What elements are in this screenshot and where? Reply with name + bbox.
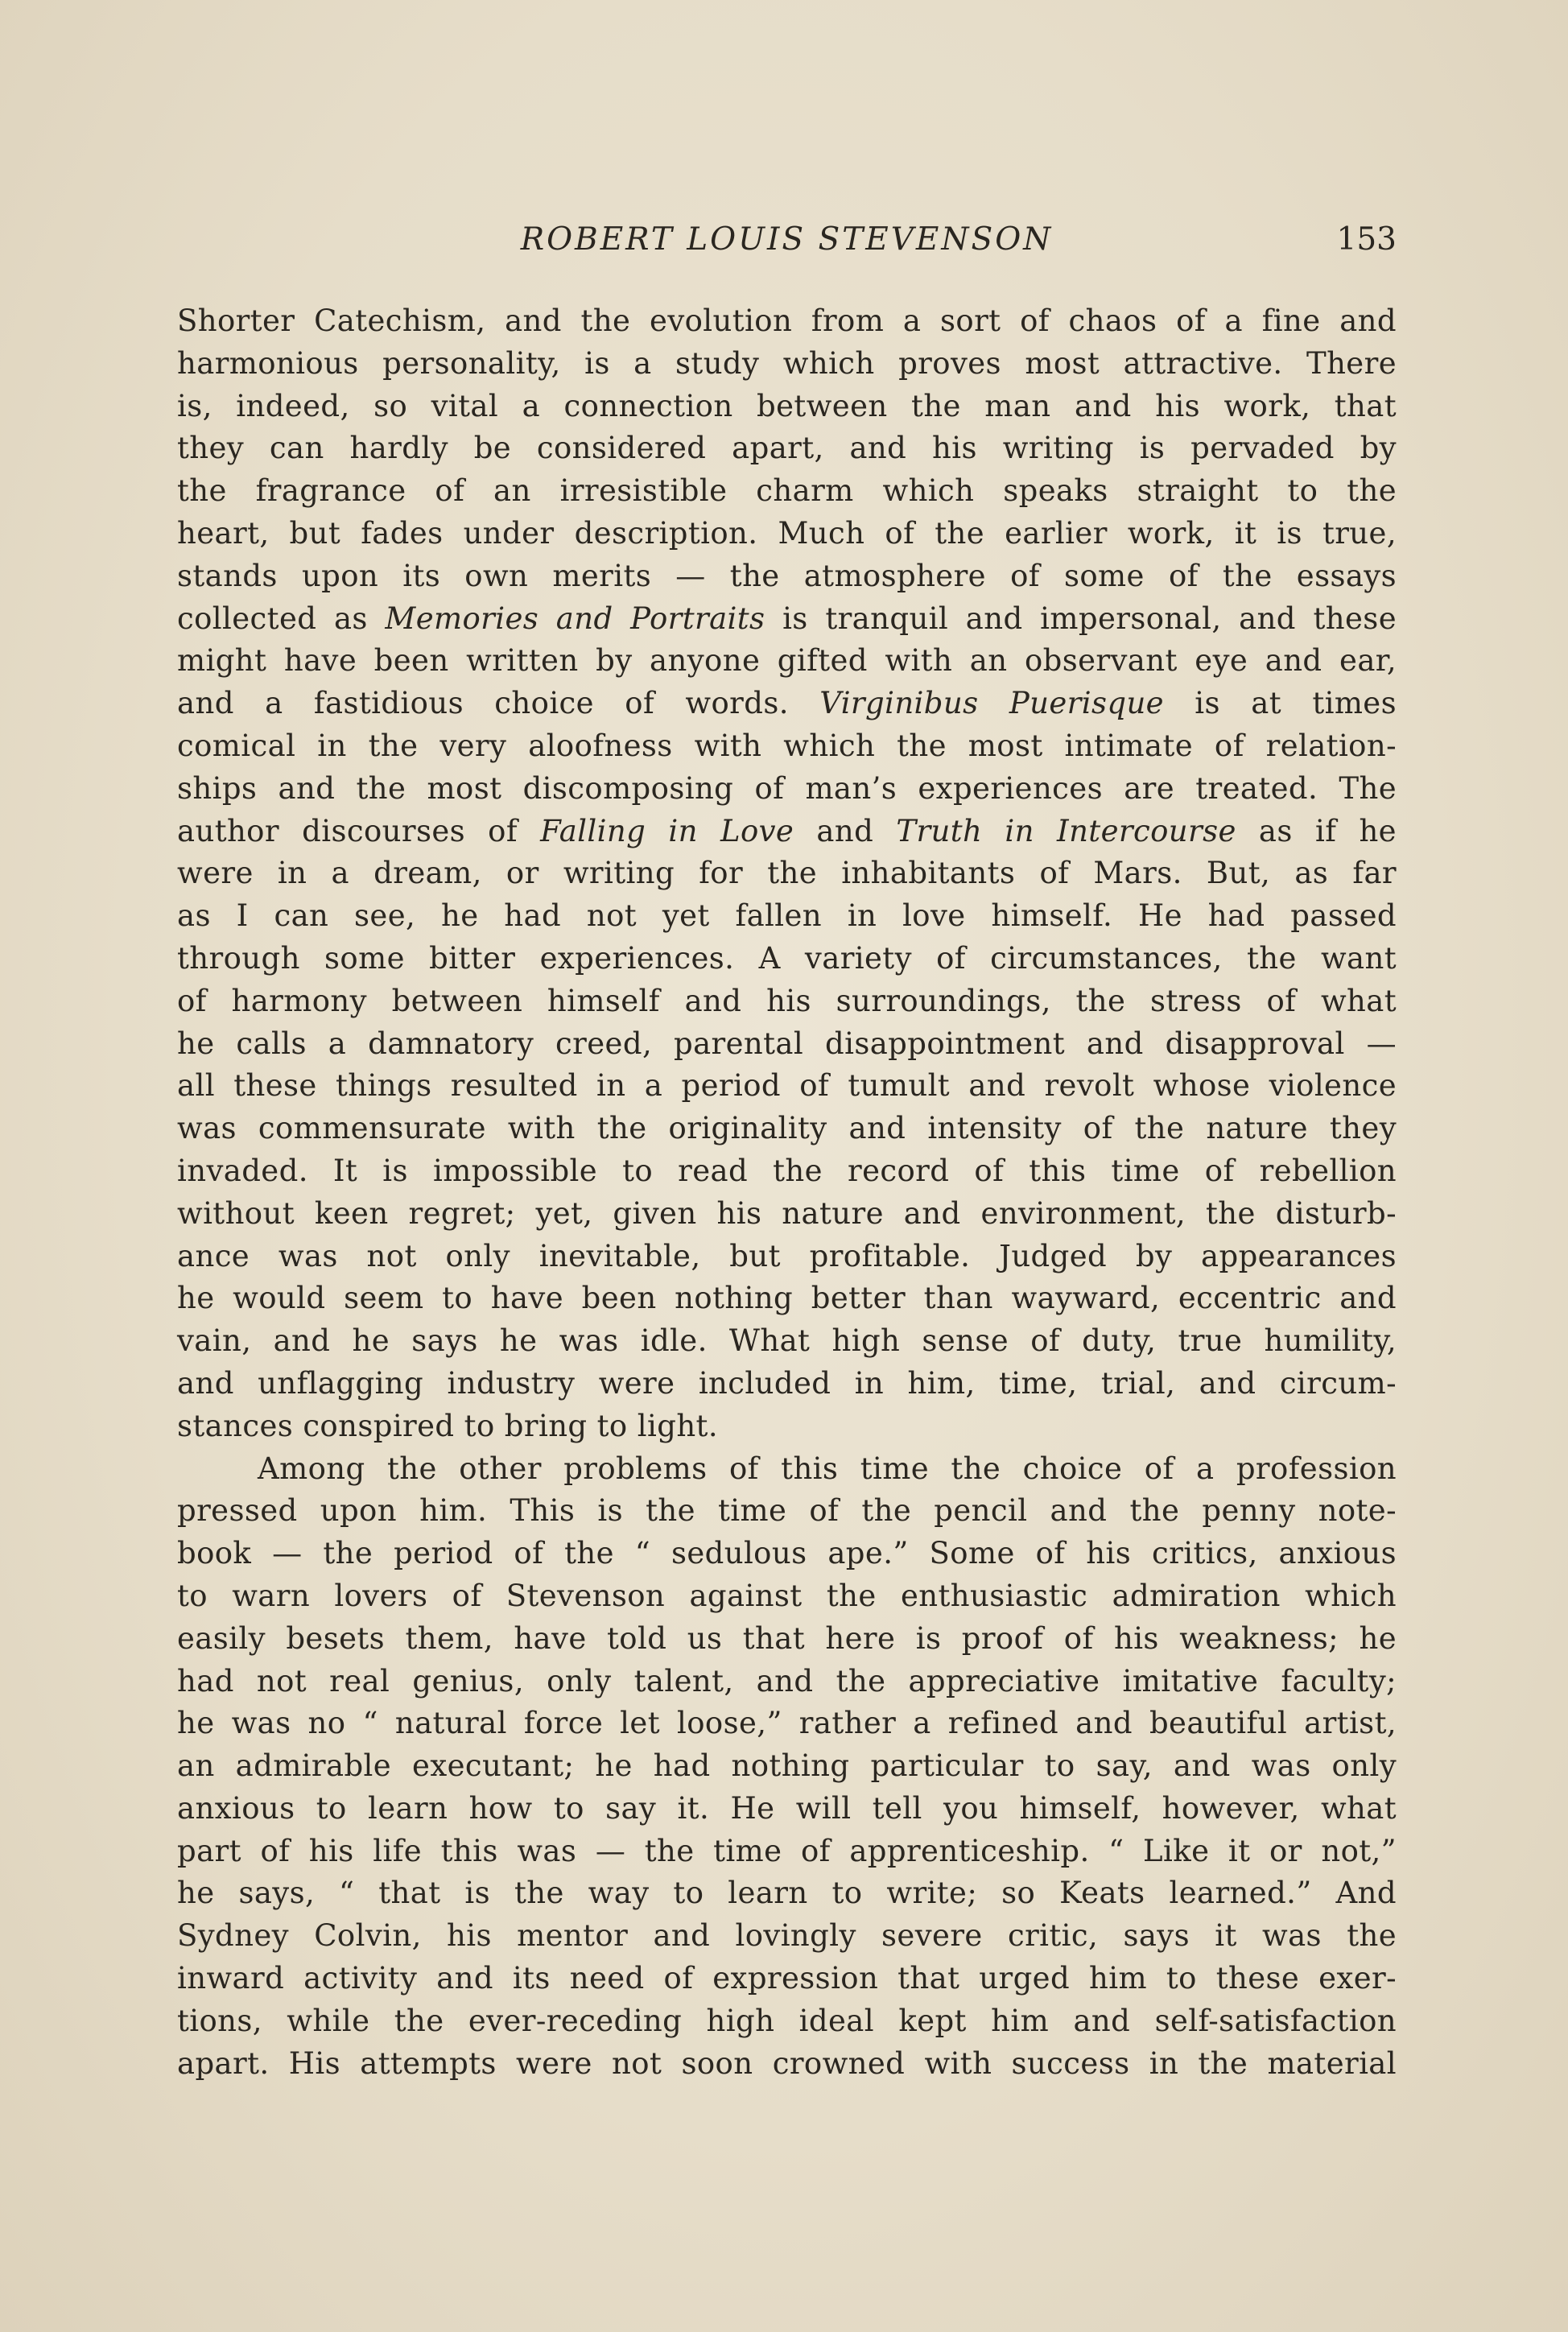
- text-line: [177, 1236, 1397, 1278]
- text-run: as I can see, he had not yet fallen in love himself. He had passed: [177, 898, 1397, 934]
- text-line: [177, 2000, 1397, 2043]
- text-line: [177, 1023, 1397, 1066]
- text-line: [177, 938, 1397, 980]
- text-run: Sydney Colvin, his mentor and lovingly severe critic, says it was the: [177, 1918, 1397, 1954]
- text-line: [177, 427, 1397, 470]
- text-run: invaded. It is impossible to read the record of this time of rebellion: [177, 1153, 1397, 1188]
- text-run: of harmony between himself and his surroundings, the stress of what: [177, 983, 1397, 1018]
- text-line: [177, 1831, 1397, 1873]
- text-run: through some bitter experiences. A variety of circumstances, the want: [177, 940, 1397, 976]
- text-run: inward activity and its need of expression that urged him to these exer-: [177, 1961, 1397, 1996]
- text-line: [177, 1405, 1397, 1448]
- text-run: is at times: [1163, 686, 1397, 721]
- text-run: as if he: [1236, 813, 1397, 848]
- text-line: [177, 1575, 1397, 1618]
- text-run: collected as: [177, 601, 386, 636]
- text-run: apart. His attempts were not soon crowned with success in the material: [177, 2045, 1397, 2081]
- text-run: he says, “ that is the way to learn to write; so Keats learned.” And: [177, 1876, 1397, 1911]
- text-line: [177, 1065, 1397, 1108]
- text-line: [177, 1448, 1397, 1491]
- text-run: and: [794, 813, 897, 848]
- italic-title: Memories and Portraits: [385, 601, 765, 636]
- text-line: [177, 1277, 1397, 1320]
- text-line: [177, 683, 1397, 725]
- italic-title: Virginibus Puerisque: [819, 686, 1164, 721]
- text-run: he calls a damnatory creed, parental disappointment and disapproval —: [177, 1026, 1397, 1061]
- text-run: author discourses of: [177, 813, 541, 848]
- text-line: [177, 1490, 1397, 1533]
- text-run: Shorter Catechism, and the evolution from a sort of chaos of a fine and: [177, 303, 1397, 338]
- text-run: Among the other problems of this time the choice of a profession: [258, 1451, 1397, 1486]
- text-line: [177, 1788, 1397, 1831]
- paragraph: [177, 1448, 1397, 2086]
- text-line: [177, 598, 1397, 641]
- text-line: [177, 300, 1397, 343]
- text-run: is, indeed, so vital a connection between the man and his work, that: [177, 388, 1397, 423]
- text-run: vain, and he says he was idle. What high sense of duty, true humility,: [177, 1323, 1397, 1359]
- text-line: [177, 1618, 1397, 1661]
- text-run: harmonious personality, is a study which proves most attractive. There: [177, 345, 1397, 381]
- text-line: [177, 513, 1397, 555]
- text-line: [177, 386, 1397, 428]
- text-run: all these things resulted in a period of tumult and revolt whose violence: [177, 1068, 1397, 1104]
- text-run: an admirable executant; he had nothing particular to say, and was only: [177, 1748, 1397, 1784]
- text-run: was commensurate with the originality and intensity of the nature they: [177, 1111, 1397, 1146]
- italic-title: Truth in Intercourse: [896, 813, 1236, 848]
- text-line: [177, 768, 1397, 811]
- text-run: book — the period of the “ sedulous ape.” Some of his critics, anxious: [177, 1536, 1397, 1571]
- text-line: [177, 1193, 1397, 1236]
- text-run: stands upon its own merits — the atmosphere of some of the essays: [177, 558, 1397, 593]
- text-line: [177, 555, 1397, 598]
- text-run: anxious to learn how to say it. He will tell you himself, however, what: [177, 1790, 1397, 1826]
- text-run: he would seem to have been nothing better than wayward, eccentric and: [177, 1281, 1397, 1316]
- italic-title: Falling in Love: [540, 813, 794, 848]
- page-header: [177, 216, 1397, 264]
- text-line: [177, 1533, 1397, 1575]
- text-run: might have been written by anyone gifted with an observant eye and ear,: [177, 643, 1397, 679]
- text-run: and unflagging industry were included in him, time, trial, and circum-: [177, 1365, 1397, 1401]
- page-number: 153: [1336, 221, 1397, 258]
- text-line: [177, 725, 1397, 768]
- text-run: he was no “ natural force let loose,” rather a refined and beautiful artist,: [177, 1706, 1397, 1741]
- text-run: heart, but fades under description. Much of the earlier work, it is true,: [177, 515, 1397, 551]
- body-text: [177, 300, 1397, 2085]
- text-line: [177, 1320, 1397, 1363]
- text-run: comical in the very aloofness with which the most intimate of relation-: [177, 728, 1397, 763]
- text-line: [177, 1661, 1397, 1703]
- text-run: part of his life this was — the time of apprenticeship. “ Like it or not,”: [177, 1833, 1397, 1868]
- text-line: [177, 640, 1397, 683]
- text-line: [177, 980, 1397, 1023]
- paragraph: [177, 300, 1397, 1448]
- text-line: [177, 852, 1397, 895]
- text-run: the fragrance of an irresistible charm which speaks straight to the: [177, 473, 1397, 509]
- text-run: ships and the most discomposing of man’s experiences are treated. The: [177, 770, 1397, 806]
- text-run: were in a dream, or writing for the inhabitants of Mars. But, as far: [177, 856, 1397, 891]
- text-run: pressed upon him. This is the time of the pencil and the penny note-: [177, 1493, 1397, 1529]
- text-line: [177, 1363, 1397, 1405]
- text-line: [177, 1108, 1397, 1150]
- text-run: tions, while the ever-receding high ideal kept him and self-satisfaction: [177, 2003, 1397, 2038]
- text-run: had not real genius, only talent, and the appreciative imitative faculty;: [177, 1663, 1397, 1698]
- text-run: ance was not only inevitable, but profitable. Judged by appearances: [177, 1238, 1397, 1273]
- text-line: [177, 895, 1397, 938]
- text-line: [177, 1872, 1397, 1915]
- text-run: and a fastidious choice of words.: [177, 686, 820, 721]
- text-line: [177, 1915, 1397, 1958]
- text-line: [177, 1958, 1397, 2000]
- text-line: [177, 2043, 1397, 2086]
- text-line: [177, 1703, 1397, 1745]
- text-run: to warn lovers of Stevenson against the enthusiastic admiration which: [177, 1578, 1397, 1613]
- text-run: without keen regret; yet, given his nature and environment, the disturb-: [177, 1195, 1397, 1231]
- running-head: ROBERT LOUIS STEVENSON: [520, 221, 1054, 258]
- text-run: easily besets them, have told us that here is proof of his weakness; he: [177, 1620, 1397, 1656]
- text-run: stances conspired to bring to light.: [177, 1408, 718, 1443]
- text-line: [177, 470, 1397, 513]
- text-line: [177, 1745, 1397, 1788]
- text-line: [177, 1150, 1397, 1193]
- text-line: [177, 811, 1397, 853]
- text-run: is tranquil and impersonal, and these: [765, 601, 1397, 636]
- text-run: they can hardly be considered apart, and his writing is pervaded by: [177, 431, 1397, 466]
- text-line: [177, 343, 1397, 386]
